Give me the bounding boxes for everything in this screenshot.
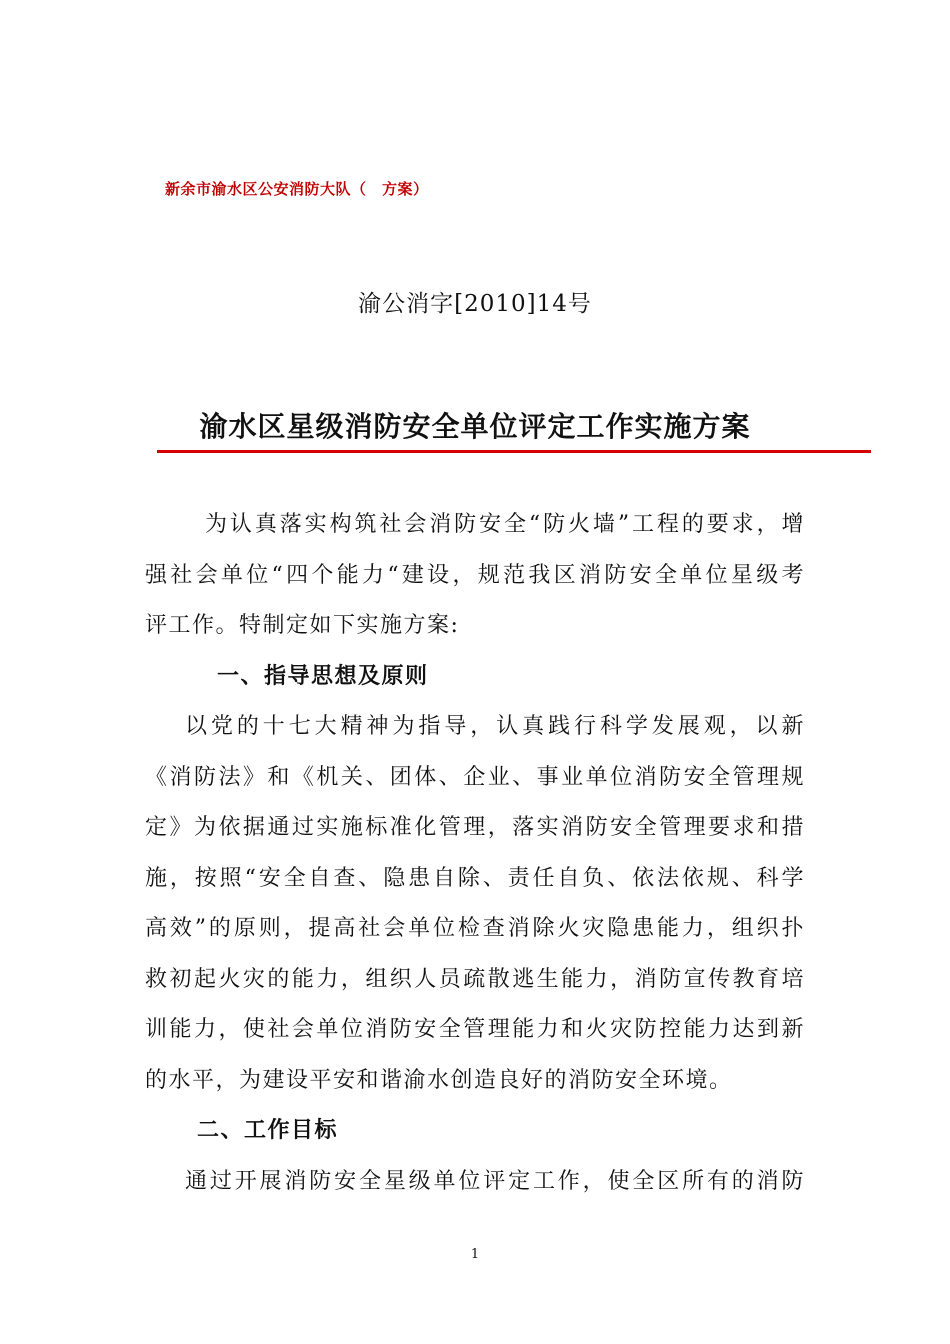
section-heading-1: 一、指导思想及原则 — [217, 663, 429, 689]
document-title: 渝水区星级消防安全单位评定工作实施方案 — [199, 410, 751, 443]
section1-line: 定》为依据通过实施标准化管理，落实消防安全管理要求和措 — [145, 815, 805, 840]
section2-line: 通过开展消防安全星级单位评定工作，使全区所有的消防 — [185, 1168, 805, 1194]
intro-line: 强社会单位“四个能力“建设，规范我区消防安全单位星级考 — [145, 562, 805, 588]
section1-line: 的水平，为建设平安和谐渝水创造良好的消防安全环境。 — [145, 1067, 733, 1093]
section1-line: 救初起火灾的能力，组织人员疏散逃生能力，消防宣传教育培 — [145, 966, 805, 992]
section1-line: 《消防法》和《机关、团体、企业、事业单位消防安全管理规 — [145, 764, 805, 790]
page-number: 1 — [470, 1247, 480, 1262]
section1-line: 训能力，使社会单位消防安全管理能力和火灾防控能力达到新 — [145, 1017, 805, 1042]
section-heading-2: 二、工作目标 — [197, 1118, 339, 1143]
document-number: 渝公消字[2010]14号 — [358, 291, 592, 317]
section1-line: 施，按照“安全自查、隐患自除、责任自负、依法依规、科学 — [145, 865, 805, 891]
section1-line: 高效”的原则，提高社会单位检查消除火灾隐患能力，组织扑 — [145, 916, 805, 941]
intro-line: 评工作。特制定如下实施方案: — [145, 613, 460, 638]
issuer-line: 新余市渝水区公安消防大队（ 方案） — [165, 180, 429, 198]
red-title-rule — [157, 450, 871, 453]
intro-line: 为认真落实构筑社会消防安全“防火墙”工程的要求，增 — [205, 512, 805, 537]
document-body — [145, 500, 805, 1207]
section1-line: 以党的十七大精神为指导，认真践行科学发展观，以新 — [185, 714, 805, 739]
